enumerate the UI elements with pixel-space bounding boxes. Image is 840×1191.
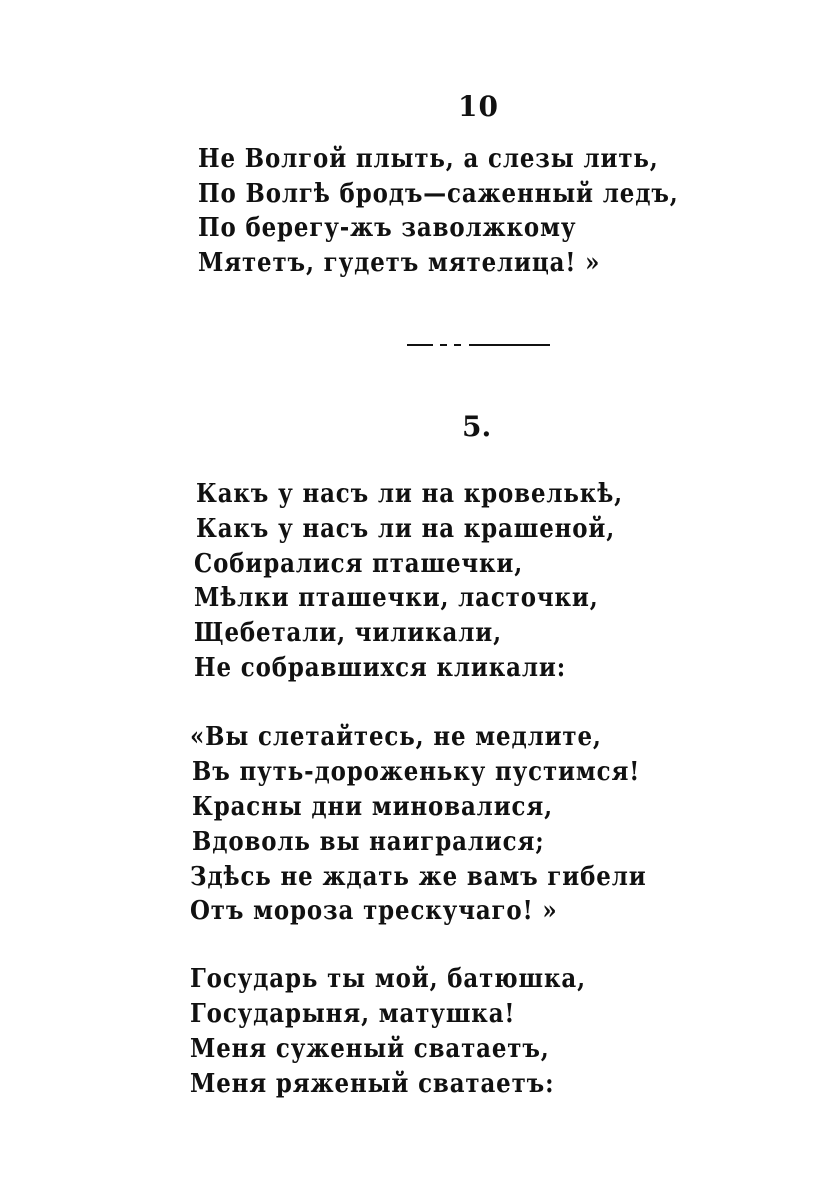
verse-line: По берегу-жъ заволжкому: [198, 213, 577, 243]
verse-line: Не собравшихся кликали:: [194, 653, 567, 683]
verse-line: Мятетъ, гудетъ мятелица! »: [198, 248, 601, 278]
verse-line: Здѣсь не ждать же вамъ гибели: [190, 862, 647, 892]
verse-line: «Вы слетайтесь, не медлите,: [190, 722, 602, 752]
verse-line: Красны дни миновалися,: [192, 792, 553, 822]
verse-line: Меня суженый сватаетъ,: [190, 1034, 550, 1064]
verse-line: Государыня, матушка!: [190, 999, 516, 1029]
verse-line: Въ путь-дороженьку пустимся!: [192, 757, 641, 787]
verse-line: Мѣлки пташечки, ласточки,: [194, 583, 599, 613]
verse-line: Собиралися пташечки,: [194, 549, 524, 579]
page-number: 10: [458, 90, 499, 123]
verse-line: Вдоволь вы наигралися;: [192, 827, 545, 857]
verse-line: Не Волгой плыть, а слезы лить,: [198, 144, 659, 174]
verse-line: Какъ у насъ ли на крашеной,: [196, 514, 616, 544]
verse-line: По Волгѣ бродъ—саженный ледъ,: [198, 179, 679, 209]
section-divider: [407, 339, 550, 351]
verse-line: Отъ мороза трескучаго! »: [190, 896, 558, 926]
verse-line: Какъ у насъ ли на кровелькѣ,: [196, 479, 624, 509]
verse-line: Государь ты мой, батюшка,: [190, 964, 586, 994]
verse-line: Щебетали, чиликали,: [194, 618, 502, 648]
section-number: 5.: [462, 410, 492, 443]
verse-line: Меня ряженый сватаетъ:: [190, 1069, 555, 1099]
